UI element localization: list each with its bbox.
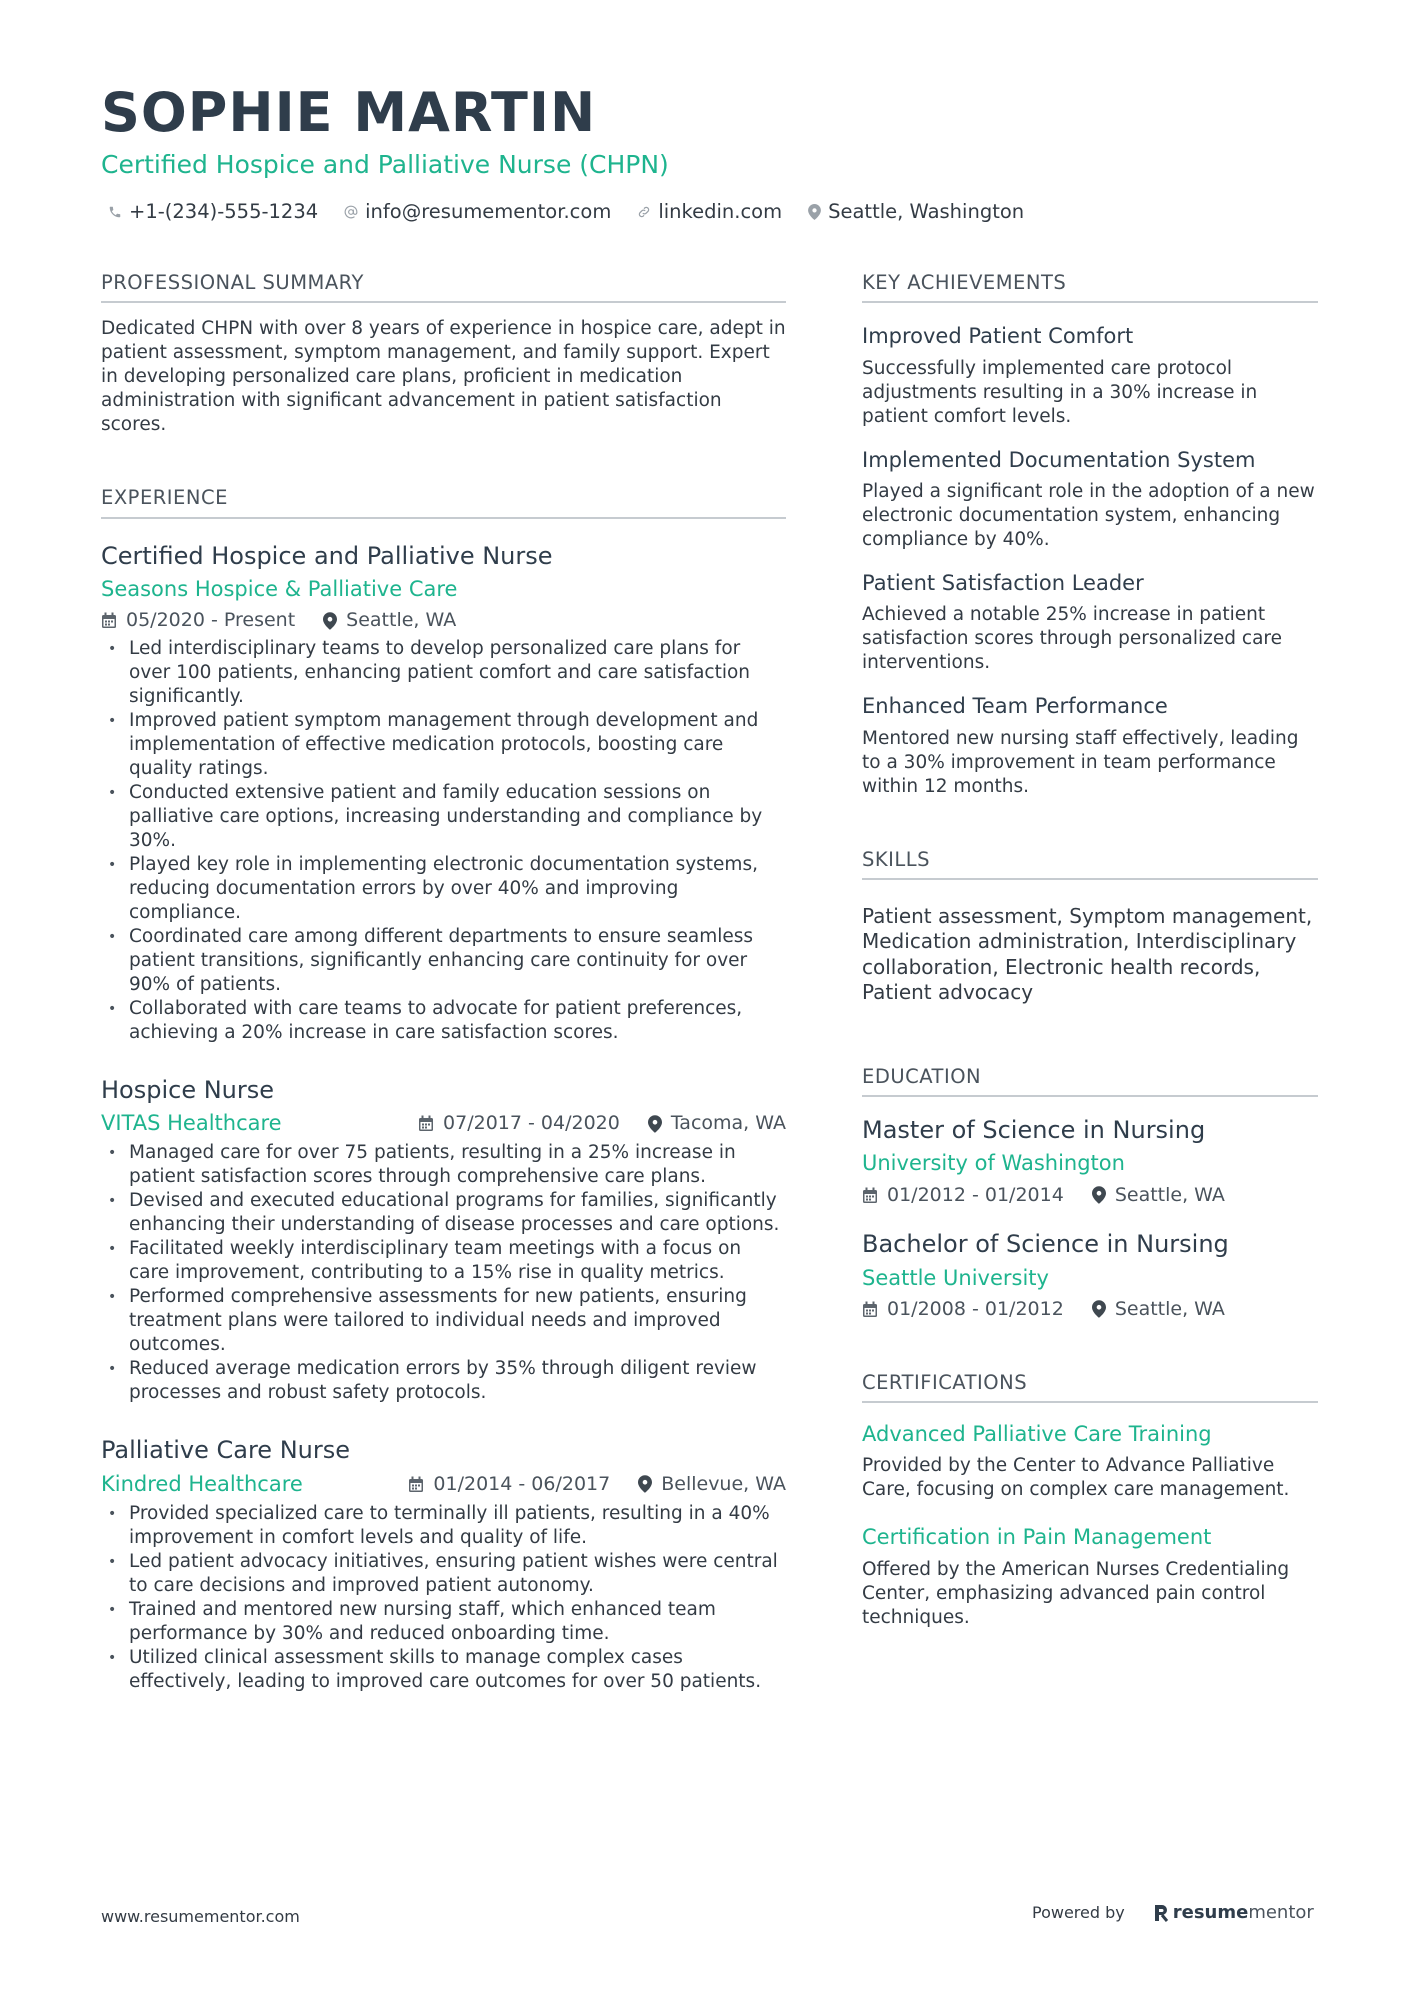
job-bullets <box>101 637 786 1045</box>
certification-desc: Offered by the American Nurses Credentialing Center, emphasizing advanced pain control techniques. <box>862 1558 1290 1628</box>
calendar-icon <box>418 1115 434 1132</box>
certification-desc: Provided by the Center to Advance Palliative Care, focusing on complex care management. <box>862 1455 1290 1501</box>
job-dates <box>418 1111 620 1136</box>
map-pin-icon <box>323 612 337 630</box>
job-company-row <box>101 1110 786 1137</box>
job-meta <box>101 608 786 633</box>
achievements-heading: KEY ACHIEVEMENTS <box>862 270 1318 303</box>
education-dates <box>862 1183 1064 1208</box>
achievement-title: Enhanced Team Performance <box>862 694 1168 719</box>
bullet-item: • Improved patient symptom management through development and implementation of effective medication protocols, boosting care quality ratings. <box>101 709 786 781</box>
job-entry <box>101 1075 786 1405</box>
candidate-name: SOPHIE MARTIN <box>101 81 597 144</box>
achievement-item <box>862 323 1318 428</box>
brand-name-bold: resume <box>1172 1902 1249 1923</box>
bullet-item: • Devised and executed educational programs for families, significantly enhancing their understanding of disease processes and care options. <box>101 1189 786 1237</box>
job-company: Seasons Hospice & Palliative Care <box>101 576 458 601</box>
job-title: Certified Hospice and Palliative Nurse <box>101 541 553 570</box>
contact-bar <box>108 200 1050 223</box>
map-pin-icon <box>648 1115 662 1133</box>
job-location <box>638 1472 786 1497</box>
bullet-item: • Utilized clinical assessment skills to manage complex cases effectively, leading to improved care outcomes for over 50 patients. <box>101 1646 786 1694</box>
calendar-icon <box>862 1187 878 1204</box>
job-entry <box>101 1435 786 1693</box>
achievement-title: Implemented Documentation System <box>862 447 1256 472</box>
footer-branding <box>1032 1902 1314 1923</box>
bullet-item: • Trained and mentored new nursing staff, which enhanced team performance by 30% and reduced onboarding time. <box>101 1598 786 1646</box>
bullet-item: • Reduced average medication errors by 35% through diligent review processes and robust safety protocols. <box>101 1357 786 1405</box>
certifications-heading: CERTIFICATIONS <box>862 1370 1318 1403</box>
candidate-title: Certified Hospice and Palliative Nurse (CHPN) <box>101 150 669 179</box>
bullet-item: • Facilitated weekly interdisciplinary team meetings with a focus on care improvement, contributing to a 15% rise in quality metrics. <box>101 1237 786 1285</box>
certification-item <box>862 1421 1318 1502</box>
calendar-icon <box>101 612 117 629</box>
job-location <box>323 608 456 633</box>
job-location <box>648 1111 786 1136</box>
phone-icon <box>108 205 122 219</box>
job-title: Palliative Care Nurse <box>101 1436 350 1465</box>
job-location-text: Tacoma, WA <box>670 1112 786 1135</box>
bullet-item: • Led patient advocacy initiatives, ensuring patient wishes were central to care decisions and improved patient autonomy. <box>101 1550 786 1598</box>
resumementor-logo-icon <box>1153 1903 1169 1923</box>
contact-email[interactable] <box>344 200 611 223</box>
bullet-item: • Provided specialized care to terminally ill patients, resulting in a 40% improvement in comfort levels and quality of life. <box>101 1502 786 1550</box>
bullet-item: • Performed comprehensive assessments for new patients, ensuring treatment plans were tailored to individual needs and improved outcomes. <box>101 1285 786 1357</box>
certification-title: Advanced Palliative Care Training <box>862 1421 1212 1446</box>
achievement-title: Improved Patient Comfort <box>862 324 1134 349</box>
bullet-item: • Conducted extensive patient and family education sessions on palliative care options, increasing understanding and compliance by 30%. <box>101 781 786 853</box>
job-company: Kindred Healthcare <box>101 1471 303 1496</box>
achievement-desc: Played a significant role in the adoption of a new electronic documentation system, enhancing compliance by 40%. <box>862 480 1315 550</box>
education-dates-text: 01/2012 - 01/2014 <box>887 1183 1064 1206</box>
education-dates-text: 01/2008 - 01/2012 <box>887 1297 1064 1320</box>
job-location-text: Seattle, WA <box>346 609 457 632</box>
summary-heading: PROFESSIONAL SUMMARY <box>101 270 786 303</box>
email-text: info@resumementor.com <box>365 200 612 223</box>
certification-item <box>862 1524 1318 1629</box>
education-meta <box>862 1297 1318 1322</box>
map-pin-icon <box>638 1475 652 1493</box>
education-item <box>862 1115 1318 1207</box>
job-company-row <box>101 1471 786 1498</box>
education-heading: EDUCATION <box>862 1064 1318 1097</box>
education-item <box>862 1229 1318 1321</box>
achievement-item <box>862 570 1318 675</box>
education-location-text: Seattle, WA <box>1114 1183 1225 1206</box>
job-meta <box>418 1111 786 1136</box>
powered-by-text: Powered by <box>1032 1903 1125 1922</box>
education-meta <box>862 1183 1318 1208</box>
left-column <box>101 270 786 1694</box>
phone-text: +1-(234)-555-1234 <box>129 200 319 223</box>
bullet-item: • Managed care for over 75 patients, resulting in a 25% increase in patient satisfaction scores through comprehensive care plans. <box>101 1141 786 1189</box>
bullet-item: • Played key role in implementing electronic documentation systems, reducing documentation errors by over 40% and improving compliance. <box>101 853 786 925</box>
job-company: VITAS Healthcare <box>101 1111 282 1136</box>
education-location <box>1092 1183 1225 1208</box>
education-location <box>1092 1297 1225 1322</box>
at-icon <box>344 205 358 219</box>
summary-text: Dedicated CHPN with over 8 years of experience in hospice care, adept in patient assessment, symptom management, and family support. Expert in developing personalized care plans, proficient in medication administration with significant advancement in patient satisfaction scores. <box>101 318 786 436</box>
right-column <box>862 270 1318 1630</box>
bullet-item: • Led interdisciplinary teams to develop personalized care plans for over 100 patients, enhancing patient comfort and care satisfaction significantly. <box>101 637 786 709</box>
job-dates-text: 05/2020 - Present <box>126 609 296 632</box>
achievement-item <box>862 447 1318 552</box>
map-pin-icon <box>1092 1300 1106 1318</box>
degree-title: Master of Science in Nursing <box>862 1116 1206 1145</box>
skills-heading: SKILLS <box>862 847 1318 880</box>
calendar-icon <box>408 1476 424 1493</box>
job-dates <box>408 1472 610 1497</box>
bullet-item: • Coordinated care among different departments to ensure seamless patient transitions, significantly enhancing care continuity for over 90% of patients. <box>101 925 786 997</box>
calendar-icon <box>862 1301 878 1318</box>
link-icon <box>637 205 651 219</box>
linkedin-text: linkedin.com <box>658 200 783 223</box>
education-location-text: Seattle, WA <box>1114 1297 1225 1320</box>
school-name: Seattle University <box>862 1265 1049 1290</box>
location-text: Seattle, Washington <box>828 200 1025 223</box>
job-location-text: Bellevue, WA <box>661 1472 786 1495</box>
achievement-item <box>862 693 1318 798</box>
job-dates-text: 01/2014 - 06/2017 <box>433 1472 611 1495</box>
achievement-title: Patient Satisfaction Leader <box>862 570 1144 595</box>
job-bullets <box>101 1502 786 1694</box>
contact-location <box>808 200 1024 223</box>
certification-title: Certification in Pain Management <box>862 1525 1212 1550</box>
achievement-desc: Successfully implemented care protocol adjustments resulting in a 30% increase in patient comfort levels. <box>862 357 1258 427</box>
contact-linkedin[interactable] <box>637 200 782 223</box>
brand-name-light: mentor <box>1248 1902 1314 1923</box>
experience-heading: EXPERIENCE <box>101 485 786 518</box>
skills-text: Patient assessment, Symptom management, Medication administration, Interdisciplinary collaboration, Electronic health records, Patient advocacy <box>862 903 1313 1005</box>
footer-website[interactable]: www.resumementor.com <box>101 1907 300 1926</box>
school-name: University of Washington <box>862 1151 1125 1176</box>
job-entry <box>101 541 786 1045</box>
job-dates-text: 07/2017 - 04/2020 <box>443 1112 620 1135</box>
map-pin-icon <box>1092 1186 1106 1204</box>
bullet-item: • Collaborated with care teams to advocate for patient preferences, achieving a 20% increase in care satisfaction scores. <box>101 997 786 1045</box>
job-title: Hospice Nurse <box>101 1075 275 1104</box>
degree-title: Bachelor of Science in Nursing <box>862 1230 1229 1259</box>
achievement-desc: Mentored new nursing staff effectively, leading to a 30% improvement in team performance within 12 months. <box>862 727 1299 797</box>
map-pin-icon <box>808 204 821 220</box>
education-dates <box>862 1297 1064 1322</box>
job-dates <box>101 608 295 633</box>
achievement-desc: Achieved a notable 25% increase in patient satisfaction scores through personalized care interventions. <box>862 604 1282 674</box>
brand-logo[interactable] <box>1153 1902 1314 1923</box>
job-bullets <box>101 1141 786 1405</box>
job-meta <box>408 1472 786 1497</box>
contact-phone[interactable] <box>108 200 318 223</box>
